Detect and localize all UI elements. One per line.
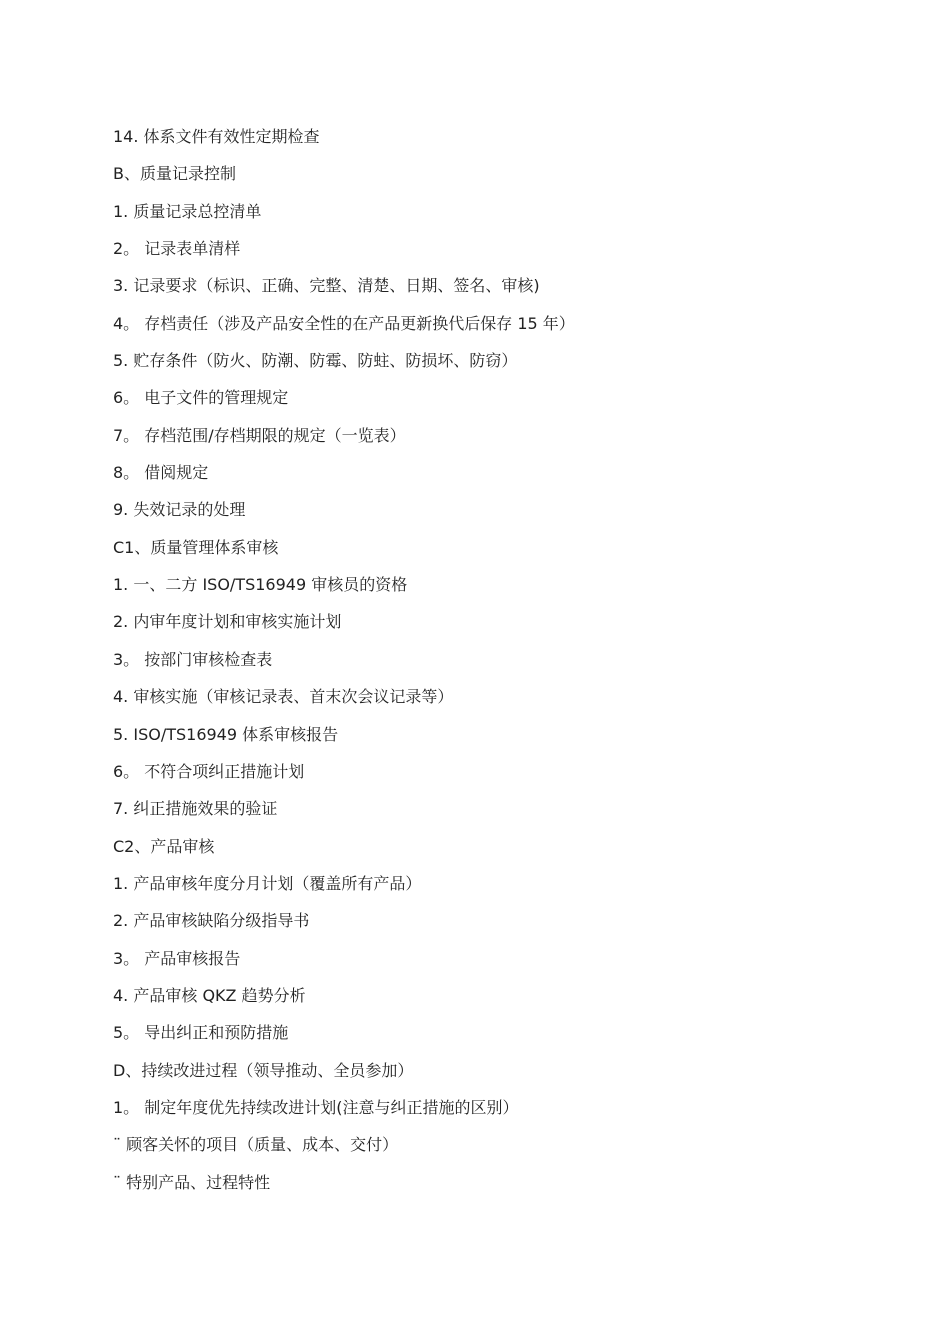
- text-line: 1。 制定年度优先持续改进计划(注意与纠正措施的区别）: [113, 1097, 519, 1117]
- text-line: 9. 失效记录的处理: [113, 500, 246, 520]
- section-heading: C1、质量管理体系审核: [113, 537, 279, 557]
- text-line: 2. 内审年度计划和审核实施计划: [113, 612, 342, 632]
- bullet-line: ¨ 特别产品、过程特性: [113, 1172, 271, 1192]
- text-line: 7. 纠正措施效果的验证: [113, 799, 278, 819]
- text-line: 4. 产品审核 QKZ 趋势分析: [113, 985, 306, 1005]
- section-heading: C2、产品审核: [113, 836, 215, 856]
- text-line: 6。 不符合项纠正措施计划: [113, 761, 305, 781]
- text-line: 1. 质量记录总控清单: [113, 201, 262, 221]
- section-heading: B、质量记录控制: [113, 164, 236, 184]
- text-line: 2. 产品审核缺陷分级指导书: [113, 911, 310, 931]
- text-line: 4。 存档责任（涉及产品安全性的在产品更新换代后保存 15 年）: [113, 313, 575, 333]
- text-line: 5。 导出纠正和预防措施: [113, 1023, 289, 1043]
- text-line: 1. 产品审核年度分月计划（覆盖所有产品）: [113, 873, 422, 893]
- text-line: 5. ISO/TS16949 体系审核报告: [113, 724, 339, 744]
- text-line: 3. 记录要求（标识、正确、完整、清楚、日期、签名、审核): [113, 276, 540, 296]
- text-line: 1. 一、二方 ISO/TS16949 审核员的资格: [113, 575, 408, 595]
- section-heading: D、持续改进过程（领导推动、全员参加）: [113, 1060, 414, 1080]
- text-line: 6。 电子文件的管理规定: [113, 388, 289, 408]
- text-line: 4. 审核实施（审核记录表、首末次会议记录等）: [113, 687, 454, 707]
- bullet-line: ¨ 顾客关怀的项目（质量、成本、交付）: [113, 1135, 399, 1155]
- text-line: 3。 按部门审核检查表: [113, 649, 273, 669]
- text-line: 14. 体系文件有效性定期检查: [113, 127, 320, 146]
- text-line: 8。 借阅规定: [113, 463, 209, 483]
- text-line: 2。 记录表单清样: [113, 239, 241, 259]
- text-line: 7。 存档范围/存档期限的规定（一览表）: [113, 425, 406, 445]
- document-body: [113, 124, 873, 1207]
- text-line: 3。 产品审核报告: [113, 948, 241, 968]
- text-line: 5. 贮存条件（防火、防潮、防霉、防蛀、防损坏、防窃）: [113, 351, 518, 371]
